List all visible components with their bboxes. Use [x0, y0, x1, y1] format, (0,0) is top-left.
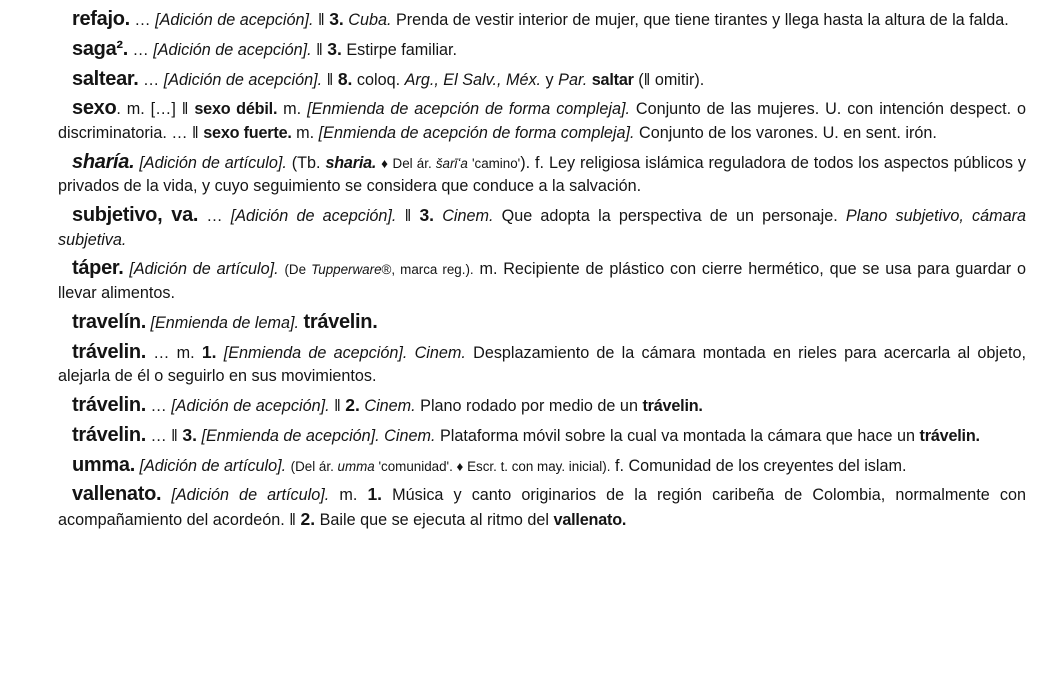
definition-text: Conjunto de los varones. U. en sent. irón.	[634, 123, 937, 142]
new-headword: trávelin.	[303, 310, 378, 333]
sense-number: 1.	[367, 484, 383, 505]
entry-headword: saltear.	[72, 67, 139, 90]
definition-text: Plataforma móvil sobre la cual va montada la cámara que hace un	[435, 426, 920, 445]
dictionary-entry	[58, 151, 1026, 199]
entry-headword: trávelin.	[72, 423, 146, 446]
definition-text: … m.	[146, 343, 202, 362]
dictionary-page	[58, 8, 1026, 538]
entry-headword: vallenato.	[72, 483, 162, 506]
dictionary-entry	[58, 341, 1026, 389]
dictionary-entry	[58, 68, 1026, 93]
usage-note: [Adición de artículo].	[139, 456, 287, 475]
entry-headword: saga².	[72, 37, 129, 60]
definition-text: Desplazamiento de la cámara montada en rieles para acercarla al objeto, alejarla de él o seguirlo en sus movimientos.	[58, 343, 1026, 386]
dictionary-entry	[58, 257, 1026, 305]
etymology-text: ♦ Del ár.	[381, 155, 436, 171]
definition-text: Prenda de vestir interior de mujer, que tiene tirantes y llega hasta la altura de la falda.	[391, 11, 1009, 29]
sense-number: 1.	[201, 341, 217, 362]
definition-text: m.	[329, 486, 368, 505]
entry-headword: umma.	[72, 453, 135, 476]
entry-headword: travelín.	[72, 310, 146, 333]
entry-headword: sharía.	[72, 150, 135, 173]
dictionary-entry	[58, 454, 1026, 479]
etymology-text: (De	[284, 262, 312, 278]
dictionary-entry	[58, 8, 1026, 33]
sense-number: 8.	[337, 68, 353, 89]
definition-text: coloq.	[352, 70, 405, 89]
definition-text: Baile que se ejecuta al ritmo del	[315, 510, 554, 529]
definition-text: ‖	[329, 397, 346, 415]
definition-text: ‖	[396, 207, 420, 226]
cross-reference: trávelin.	[919, 426, 980, 445]
usage-note: Arg., El Salv., Méx.	[404, 70, 542, 89]
sense-number: 2.	[300, 508, 316, 529]
definition-text	[407, 344, 414, 362]
definition-text	[161, 486, 171, 504]
sense-number: 3.	[182, 424, 197, 445]
entry-headword: trávelin.	[72, 394, 146, 416]
definition-text: (Tb.	[286, 153, 326, 172]
dictionary-entry	[58, 483, 1026, 532]
usage-note: [Enmienda de acepción de forma compleja].	[318, 123, 635, 142]
definition-text: Conjunto de las mujeres. U. con intención despect. o discriminatoria. … ‖	[58, 100, 1027, 142]
usage-note: Cuba.	[348, 11, 392, 29]
definition-text: Que adopta la perspectiva de un personaje.	[493, 207, 846, 226]
cross-reference: sexo fuerte.	[203, 123, 292, 142]
usage-note: Cinem.	[364, 397, 416, 415]
usage-note: Cinem.	[442, 207, 494, 226]
cross-reference: sexo débil.	[194, 100, 278, 119]
usage-note: [Enmienda de lema].	[150, 313, 299, 332]
entry-headword: refajo.	[72, 8, 130, 30]
dictionary-entry	[58, 394, 1026, 419]
definition-text: ). f. Ley religiosa islámica reguladora de todos los aspectos públicos y privados de la vida, y cuyo seguimiento se considera que conduce a la salvación.	[58, 153, 1027, 196]
usage-note: Plano subjetivo, cámara subjetiva.	[58, 207, 1026, 249]
definition-text: f. Comunidad de los creyentes del islam.	[610, 456, 907, 475]
dictionary-entry	[58, 311, 1026, 336]
definition-text: ‖	[311, 40, 328, 59]
definition-text: ‖	[313, 11, 330, 29]
entry-headword: táper.	[72, 257, 124, 280]
definition-text: …	[138, 70, 164, 89]
usage-note: [Adición de acepción].	[155, 11, 314, 29]
sense-number: 2.	[345, 395, 360, 415]
entry-headword: sexo	[72, 97, 117, 120]
usage-note: [Adición de artículo].	[139, 153, 287, 172]
definition-text: Plano rodado por medio de un	[415, 397, 643, 415]
usage-note: Cinem.	[414, 343, 466, 362]
etymology-text: 'camino'	[467, 155, 521, 171]
usage-note: [Enmienda de acepción de forma compleja].	[307, 100, 630, 119]
definition-text: . m. […] ‖	[116, 100, 195, 119]
definition-text: …	[146, 397, 172, 415]
usage-note: [Adición de artículo].	[129, 260, 279, 279]
usage-note: [Enmienda de acepción].	[201, 426, 380, 445]
usage-note: [Adición de acepción].	[163, 70, 323, 89]
usage-note: [Adición de acepción].	[153, 40, 312, 59]
definition-text: y	[541, 70, 559, 89]
dictionary-entry	[58, 38, 1026, 63]
definition-text: Estirpe familiar.	[341, 40, 458, 59]
definition-text: m.	[291, 123, 319, 142]
etymology-word: Tupperware	[311, 262, 382, 278]
cross-reference: trávelin.	[642, 397, 703, 415]
definition-text: …	[128, 40, 154, 59]
definition-text	[216, 344, 223, 362]
definition-text: m. Recipiente de plástico con cierre hermético, que se usa para guardar o llevar alimentos.	[58, 260, 1027, 303]
definition-text: … ‖	[146, 426, 183, 445]
sense-number: 3.	[419, 205, 435, 226]
variant-form: sharia.	[325, 153, 377, 172]
entry-headword: trávelin.	[72, 340, 146, 363]
definition-text: ‖	[322, 70, 338, 89]
sense-number: 3.	[329, 9, 344, 29]
usage-note: [Adición de artículo].	[171, 486, 330, 505]
definition-text	[434, 207, 442, 225]
sense-number: 3.	[327, 38, 342, 59]
definition-text: Música y canto originarios de la región caribeña de Colombia, normalmente con acompañamiento del acordeón. ‖	[58, 486, 1027, 529]
dictionary-entry	[58, 204, 1026, 252]
etymology-text: 'comunidad'. ♦ Escr. t. con may. inicial).	[374, 458, 611, 474]
dictionary-entry	[58, 424, 1026, 449]
definition-text: (‖ omitir).	[633, 70, 705, 89]
usage-note: [Enmienda de acepción].	[223, 343, 408, 362]
entry-headword: subjetivo, va.	[72, 204, 199, 227]
definition-text: …	[129, 11, 156, 29]
definition-text: …	[198, 207, 231, 226]
dictionary-entry	[58, 97, 1026, 145]
usage-note: Par.	[558, 70, 588, 89]
usage-note: [Adición de acepción].	[171, 397, 330, 415]
definition-text: m.	[277, 100, 308, 119]
etymology-word: šarīʻa	[435, 155, 468, 171]
cross-reference: saltar	[591, 70, 634, 89]
cross-reference: vallenato.	[553, 510, 627, 529]
usage-note: Cinem.	[384, 426, 436, 445]
etymology-text: ®, marca reg.).	[381, 262, 474, 278]
usage-note: [Adición de acepción].	[230, 207, 397, 226]
etymology-text: (Del ár.	[290, 458, 338, 474]
etymology-word: umma	[337, 458, 375, 474]
